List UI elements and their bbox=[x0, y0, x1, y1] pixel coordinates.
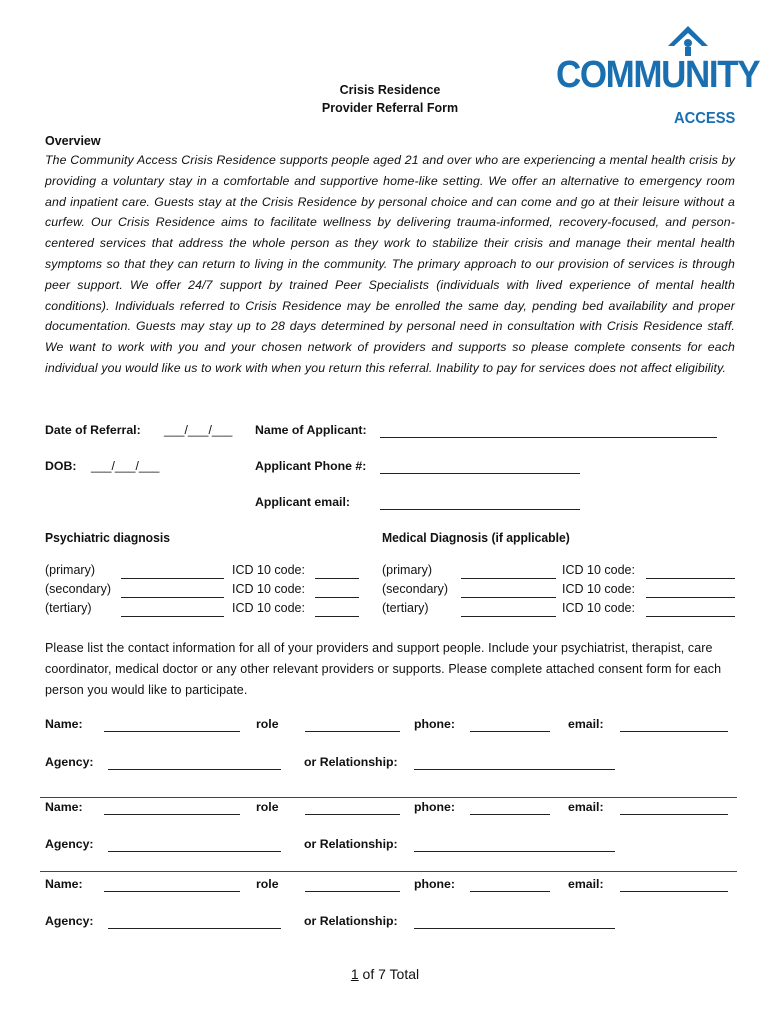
contact1-phone-field[interactable] bbox=[470, 731, 550, 732]
contact2-relationship-field[interactable] bbox=[414, 851, 615, 852]
contact1-relationship-field[interactable] bbox=[414, 769, 615, 770]
psych-tertiary-icd-field[interactable] bbox=[315, 616, 359, 617]
contact2-relationship-label: or Relationship: bbox=[304, 837, 398, 851]
contact1-phone-label: phone: bbox=[414, 717, 455, 731]
overview-heading: Overview bbox=[45, 134, 101, 148]
page-footer bbox=[0, 966, 770, 982]
dob-label: DOB: bbox=[45, 459, 77, 473]
psych-primary-icd-label: ICD 10 code: bbox=[232, 563, 305, 577]
med-secondary-icd-field[interactable] bbox=[646, 597, 735, 598]
contact3-email-label: email: bbox=[568, 877, 604, 891]
contact2-role-label: role bbox=[256, 800, 279, 814]
psych-secondary-icd-field[interactable] bbox=[315, 597, 359, 598]
contact3-phone-label: phone: bbox=[414, 877, 455, 891]
contact1-name-label: Name: bbox=[45, 717, 83, 731]
contact3-relationship-label: or Relationship: bbox=[304, 914, 398, 928]
contact2-email-field[interactable] bbox=[620, 814, 728, 815]
psych-primary-field[interactable] bbox=[121, 578, 224, 579]
med-secondary-field[interactable] bbox=[461, 597, 556, 598]
page-total: of 7 Total bbox=[358, 966, 420, 982]
contact2-agency-label: Agency: bbox=[45, 837, 94, 851]
med-primary-label: (primary) bbox=[382, 563, 432, 577]
psych-tertiary-icd-label: ICD 10 code: bbox=[232, 601, 305, 615]
med-primary-icd-label: ICD 10 code: bbox=[562, 563, 635, 577]
form-title: Crisis Residence bbox=[339, 83, 441, 97]
applicant-email-label: Applicant email: bbox=[255, 495, 350, 509]
psych-tertiary-label: (tertiary) bbox=[45, 601, 92, 615]
page-number: 1 bbox=[350, 966, 359, 982]
psych-secondary-field[interactable] bbox=[121, 597, 224, 598]
community-access-logo bbox=[556, 24, 760, 132]
contact1-agency-field[interactable] bbox=[108, 769, 281, 770]
logo-word-access: ACCESS bbox=[674, 110, 736, 127]
name-of-applicant-field[interactable] bbox=[380, 437, 717, 438]
psych-primary-label: (primary) bbox=[45, 563, 95, 577]
divider bbox=[40, 871, 737, 872]
med-primary-field[interactable] bbox=[461, 578, 556, 579]
contact2-role-field[interactable] bbox=[305, 814, 400, 815]
contact1-email-label: email: bbox=[568, 717, 604, 731]
contact3-name-label: Name: bbox=[45, 877, 83, 891]
contact1-role-field[interactable] bbox=[305, 731, 400, 732]
psych-secondary-label: (secondary) bbox=[45, 582, 111, 596]
contact1-role-label: role bbox=[256, 717, 279, 731]
applicant-email-field[interactable] bbox=[380, 509, 580, 510]
contact3-role-field[interactable] bbox=[305, 891, 400, 892]
contact3-name-field[interactable] bbox=[104, 891, 240, 892]
contact3-relationship-field[interactable] bbox=[414, 928, 615, 929]
contact1-name-field[interactable] bbox=[104, 731, 240, 732]
form-subtitle: Provider Referral Form bbox=[321, 101, 459, 115]
contact2-name-field[interactable] bbox=[104, 814, 240, 815]
med-tertiary-icd-label: ICD 10 code: bbox=[562, 601, 635, 615]
logo-word-community: COMMUNITY bbox=[556, 54, 760, 96]
psych-primary-icd-field[interactable] bbox=[315, 578, 359, 579]
psych-secondary-icd-label: ICD 10 code: bbox=[232, 582, 305, 596]
contact2-agency-field[interactable] bbox=[108, 851, 281, 852]
applicant-phone-label: Applicant Phone #: bbox=[255, 459, 367, 473]
date-of-referral-field[interactable]: ___/___/___ bbox=[164, 423, 233, 437]
med-tertiary-icd-field[interactable] bbox=[646, 616, 735, 617]
date-of-referral-label: Date of Referral: bbox=[45, 423, 141, 437]
house-roof-icon bbox=[666, 24, 710, 58]
contact3-agency-field[interactable] bbox=[108, 928, 281, 929]
med-primary-icd-field[interactable] bbox=[646, 578, 735, 579]
contact2-name-label: Name: bbox=[45, 800, 83, 814]
applicant-phone-field[interactable] bbox=[380, 473, 580, 474]
contact3-agency-label: Agency: bbox=[45, 914, 94, 928]
contact3-role-label: role bbox=[256, 877, 279, 891]
contacts-instructions: Please list the contact information for all of your providers and support people. Include your psychiatrist, therapist, care coordinator, medical doctor or any other relevant providers or supports. Please complete attached consent form for each person you would like to participate. bbox=[45, 641, 722, 697]
contact2-phone-field[interactable] bbox=[470, 814, 550, 815]
contact3-email-field[interactable] bbox=[620, 891, 728, 892]
name-of-applicant-label: Name of Applicant: bbox=[255, 423, 367, 437]
dob-field[interactable]: ___/___/___ bbox=[91, 459, 160, 473]
medical-diagnosis-heading: Medical Diagnosis (if applicable) bbox=[382, 530, 570, 545]
contact2-email-label: email: bbox=[568, 800, 604, 814]
contact1-agency-label: Agency: bbox=[45, 755, 94, 769]
med-tertiary-field[interactable] bbox=[461, 616, 556, 617]
med-tertiary-label: (tertiary) bbox=[382, 601, 429, 615]
contact3-phone-field[interactable] bbox=[470, 891, 550, 892]
contact2-phone-label: phone: bbox=[414, 800, 455, 814]
psych-tertiary-field[interactable] bbox=[121, 616, 224, 617]
overview-paragraph: The Community Access Crisis Residence supports people aged 21 and over who are experiencing a mental health crisis by providing a voluntary stay in a comfortable and supportive home-like setting. We offer an alternative to emergency room and inpatient care. Guests stay at the Crisis Residence by personal choice and can come and go at their leisure without a curfew. Our Crisis Residence aims to facilitate wellness by delivering trauma-informed, recovery-focused, and person-centered services that address the whole person as they work to stabilize their crisis and manage their mental health symptoms so that they can return to living in the community. The primary approach to our provision of services is through peer support. We offer 24/7 support by trained Peer Specialists (individuals with lived experience of mental health conditions). Individuals referred to Crisis Residence may be enrolled the same day, pending bed availability and proper documentation. Guests may stay up to 28 days determined by personal need in consultation with Crisis Residence staff. We want to work with you and your chosen network of providers and supports so please complete consents for each individual you would like us to work with when you return this referral. Inability to pay for services does not affect eligibility. bbox=[45, 153, 735, 375]
divider bbox=[40, 797, 737, 798]
med-secondary-icd-label: ICD 10 code: bbox=[562, 582, 635, 596]
contact1-email-field[interactable] bbox=[620, 731, 728, 732]
psychiatric-diagnosis-heading: Psychiatric diagnosis bbox=[45, 530, 170, 545]
contact1-relationship-label: or Relationship: bbox=[304, 755, 398, 769]
med-secondary-label: (secondary) bbox=[382, 582, 448, 596]
